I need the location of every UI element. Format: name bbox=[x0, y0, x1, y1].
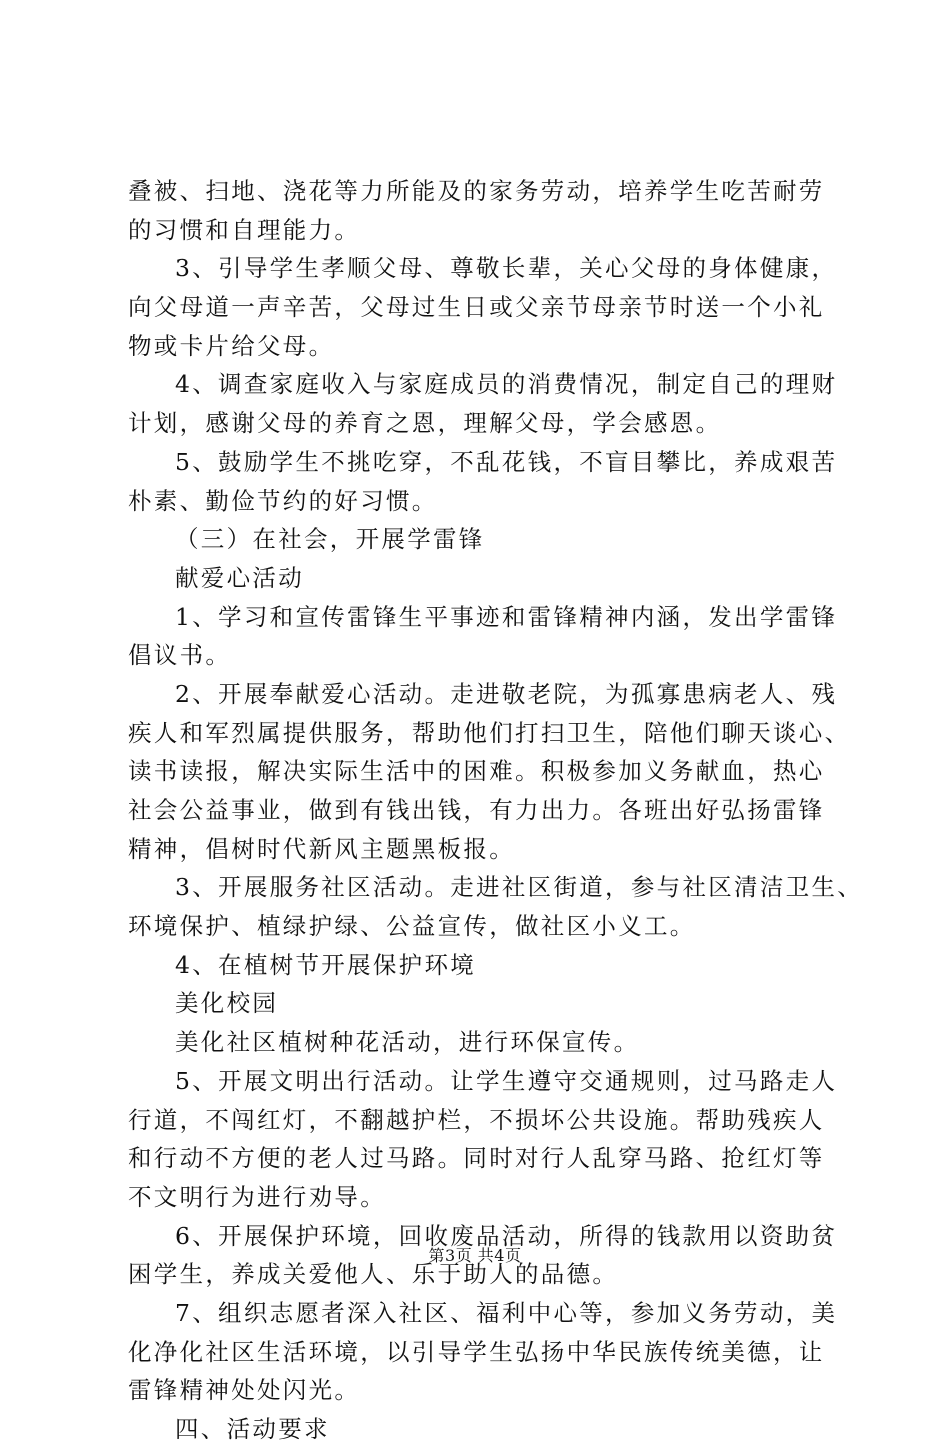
text-line: 5、鼓励学生不挑吃穿，不乱花钱，不盲目攀比，养成艰苦 bbox=[175, 447, 838, 476]
text-line: 4、调查家庭收入与家庭成员的消费情况，制定自己的理财 bbox=[175, 370, 838, 399]
text-line: 物或卡片给父母。 bbox=[128, 331, 335, 360]
text-line: 和行动不方便的老人过马路。同时对行人乱穿马路、抢红灯等 bbox=[128, 1144, 825, 1173]
text-line: 叠被、扫地、浇花等力所能及的家务劳动，培养学生吃苦耐劳 bbox=[128, 177, 825, 205]
text-line: 疾人和军烈属提供服务，帮助他们打扫卫生，陪他们聊天谈心、 bbox=[128, 718, 851, 747]
text-line: 精神，倡树时代新风主题黑板报。 bbox=[128, 834, 515, 863]
text-line: 美化社区植树种花活动，进行环保宣传。 bbox=[175, 1028, 640, 1057]
text-line: 2、开展奉献爱心活动。走进敬老院，为孤寡患病老人、残 bbox=[175, 679, 838, 708]
text-line: 献爱心活动 bbox=[175, 563, 304, 592]
text-line: 4、在植树节开展保护环境 bbox=[175, 950, 477, 979]
page-footer: 第3页 共4页 bbox=[428, 1246, 522, 1265]
text-line: 7、组织志愿者深入社区、福利中心等，参加义务劳动，美 bbox=[175, 1298, 838, 1327]
text-line: 5、开展文明出行活动。让学生遵守交通规则，过马路走人 bbox=[175, 1066, 838, 1095]
text-line: 3、引导学生孝顺父母、尊敬长辈，关心父母的身体健康， bbox=[175, 254, 838, 283]
text-line: 行道，不闯红灯，不翻越护栏，不损坏公共设施。帮助残疾人 bbox=[128, 1105, 825, 1134]
text-line: 不文明行为进行劝导。 bbox=[128, 1182, 386, 1211]
text-line: 美化校园 bbox=[175, 989, 279, 1018]
text-line: 雷锋精神处处闪光。 bbox=[128, 1376, 361, 1405]
text-line: 朴素、勤俭节约的好习惯。 bbox=[128, 486, 438, 515]
text-line: 1、学习和宣传雷锋生平事迹和雷锋精神内涵，发出学雷锋 bbox=[175, 602, 838, 631]
text-line: 四、活动要求 bbox=[175, 1415, 330, 1443]
text-line: 计划，感谢父母的养育之恩，理解父母，学会感恩。 bbox=[128, 409, 722, 438]
text-line: 读书读报，解决实际生活中的困难。积极参加义务献血，热心 bbox=[128, 757, 825, 786]
text-line: 困学生，养成关爱他人、乐于助人的品德。 bbox=[128, 1260, 619, 1289]
text-line: 的习惯和自理能力。 bbox=[128, 215, 361, 244]
text-line: 倡议书。 bbox=[128, 641, 232, 670]
text-line: 3、开展服务社区活动。走进社区街道，参与社区清洁卫生、 bbox=[175, 873, 864, 902]
text-line: 社会公益事业，做到有钱出钱，有力出力。各班出好弘扬雷锋 bbox=[128, 796, 825, 824]
text-line: 向父母道一声辛苦，父母过生日或父亲节母亲节时送一个小礼 bbox=[128, 293, 825, 322]
text-line: （三）在社会，开展学雷锋 bbox=[175, 525, 485, 554]
text-line: 6、开展保护环境，回收废品活动，所得的钱款用以资助贫 bbox=[175, 1221, 838, 1250]
text-line: 化净化社区生活环境，以引导学生弘扬中华民族传统美德，让 bbox=[128, 1337, 825, 1366]
text-line: 环境保护、植绿护绿、公益宣传，做社区小义工。 bbox=[128, 912, 696, 941]
